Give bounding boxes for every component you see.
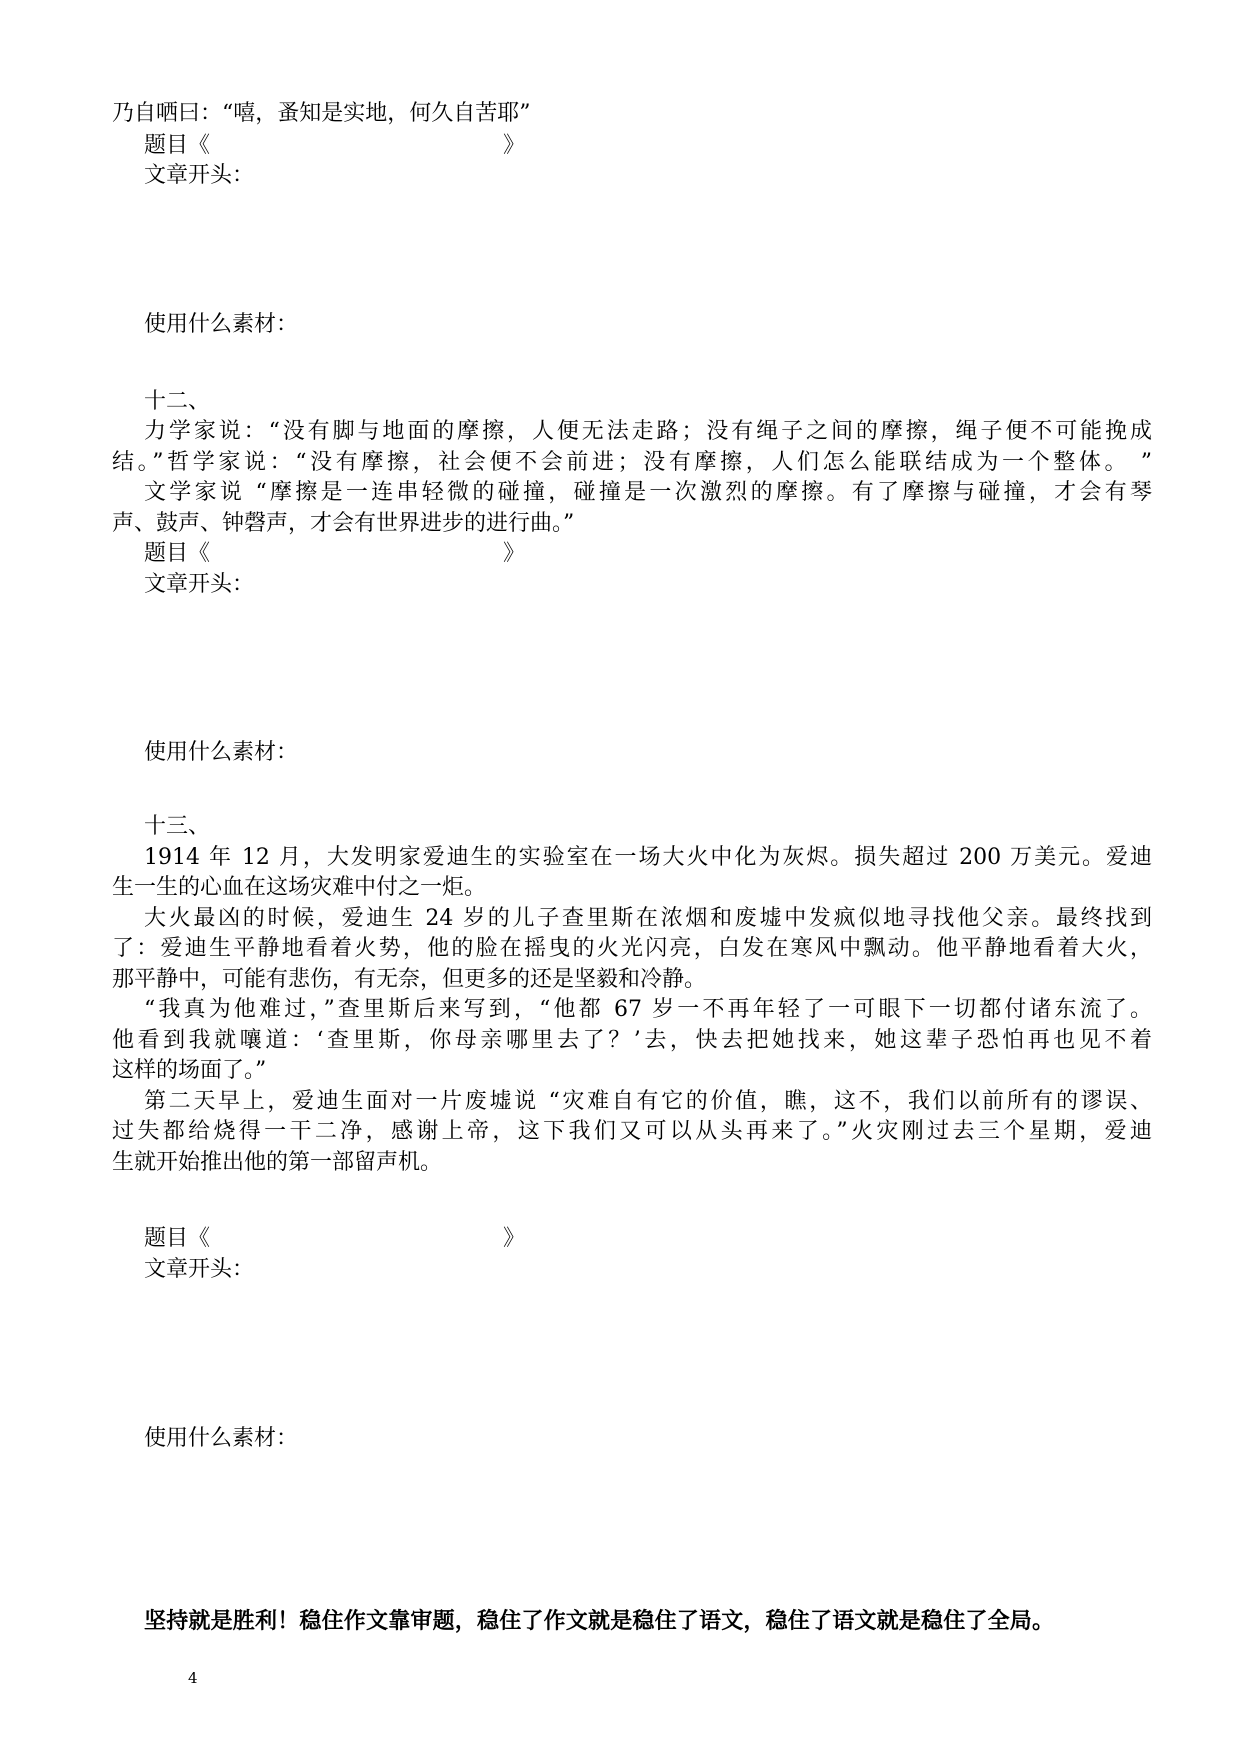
quote-line: 乃自哂曰：“嘻，蚤知是实地，何久自苦耶”: [112, 101, 531, 126]
material-label: 使用什么素材：: [144, 1426, 299, 1451]
section-heading: 十二、: [144, 389, 211, 414]
paragraph-line: 第二天早上，爱迪生面对一片废墟说 “灾难自有它的价值，瞧，这不，我们以前所有的谬误、: [144, 1089, 1152, 1114]
paragraph-line: 过失都给烧得一干二净，感谢上帝，这下我们又可以从头再来了。”火灾刚过去三个星期，爱迪: [112, 1119, 1152, 1144]
paragraph-line: 那平静中，可能有悲伤，有无奈，但更多的还是坚毅和冷静。: [112, 967, 707, 992]
title-prompt-close: 》: [503, 541, 526, 566]
title-prompt-close: 》: [503, 133, 526, 158]
material-label: 使用什么素材：: [144, 312, 299, 337]
paragraph-line: 他看到我就嚷道：‘查里斯，你母亲哪里去了？’去，快去把她找来，她这辈子恐怕再也见不着: [112, 1028, 1152, 1053]
paragraph-line: 生就开始推出他的第一部留声机。: [112, 1150, 443, 1175]
paragraph-line: 文学家说 “摩擦是一连串轻微的碰撞，碰撞是一次激烈的摩擦。有了摩擦与碰撞，才会有琴: [144, 480, 1152, 505]
opening-label: 文章开头：: [144, 572, 255, 597]
title-prompt-close: 》: [503, 1226, 526, 1251]
paragraph-line: “我真为他难过，”查里斯后来写到，“他都 67 岁一不再年轻了一可眼下一切都付诸东流了。: [144, 997, 1152, 1022]
title-prompt-open: 题目《: [144, 133, 211, 158]
paragraph-line: 1914 年 12 月，大发明家爱迪生的实验室在一场大火中化为灰烬。损失超过 200 万美元。爱迪: [144, 845, 1152, 870]
paragraph-line: 了：爱迪生平静地看着火势，他的脸在摇曳的火光闪亮，白发在寒风中飘动。他平静地看着大火，: [112, 936, 1152, 961]
paragraph-line: 生一生的心血在这场灾难中付之一炬。: [112, 875, 487, 900]
opening-label: 文章开头：: [144, 1257, 255, 1282]
closing-motto: 坚持就是胜利！稳住作文靠审题，稳住了作文就是稳住了语文，稳住了语文就是稳住了全局。: [144, 1608, 1055, 1634]
paragraph-line: 结。”哲学家说：“没有摩擦，社会便不会前进；没有摩擦，人们怎么能联结成为一个整体。 ”: [112, 450, 1152, 475]
section-heading: 十三、: [144, 814, 211, 839]
page-number: 4: [188, 1669, 198, 1687]
paragraph-line: 这样的场面了。”: [112, 1058, 267, 1083]
paragraph-line: 力学家说：“没有脚与地面的摩擦，人便无法走路；没有绳子之间的摩擦，绳子便不可能挽成: [144, 419, 1152, 444]
paragraph-line: 大火最凶的时候，爱迪生 24 岁的儿子查里斯在浓烟和废墟中发疯似地寻找他父亲。最终找到: [144, 906, 1152, 931]
paragraph-line: 声、鼓声、钟磬声，才会有世界进步的进行曲。”: [112, 511, 575, 536]
opening-label: 文章开头：: [144, 163, 255, 188]
title-prompt-open: 题目《: [144, 541, 211, 566]
title-prompt-open: 题目《: [144, 1226, 211, 1251]
material-label: 使用什么素材：: [144, 740, 299, 765]
